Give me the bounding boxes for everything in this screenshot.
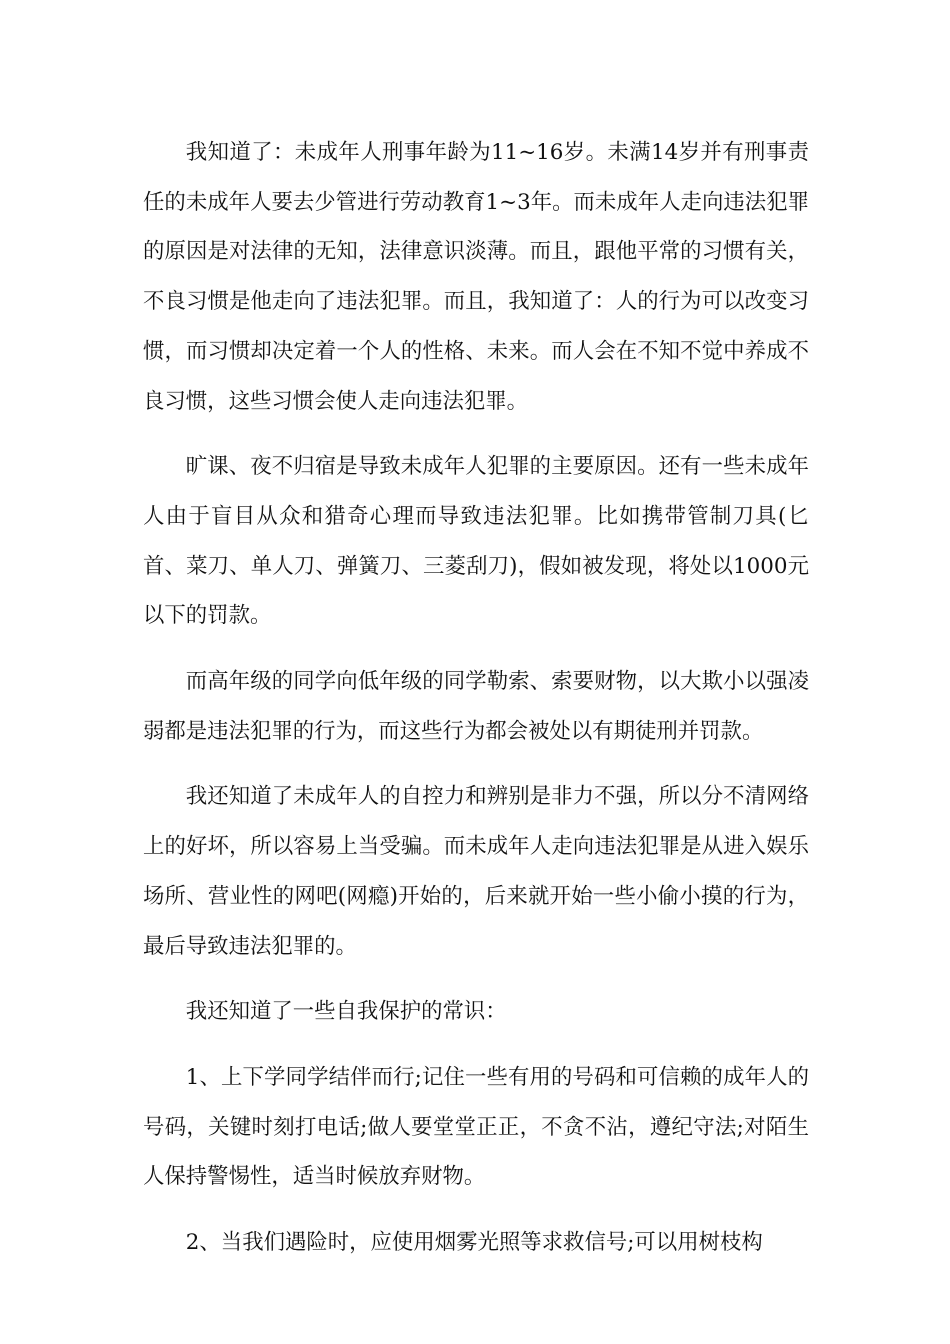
paragraph-self-protection-item-2: 2、当我们遇险时，应使用烟雾光照等求救信号;可以用树枝构: [185, 1230, 763, 1256]
paragraph-extortion-bullying: 而高年级的同学向低年级的同学勒索、索要财物，以大欺小以强凌弱都是违法犯罪的行为，而这些行为都会被处以有期徒刑并罚款。: [143, 669, 809, 744]
paragraph-truancy-and-weapons: 旷课、夜不归宿是导致未成年人犯罪的主要原因。还有一些未成年人由于盲目从众和猎奇心理而导致违法犯罪。比如携带管制刀具(匕首、菜刀、单人刀、弹簧刀、三菱刮刀)，假如被发现，将处以1000元以下的罚款。: [143, 454, 809, 629]
document-body: [143, 128, 809, 1284]
paragraph-self-protection-intro: 我还知道了一些自我保护的常识：: [185, 999, 507, 1025]
paragraph-self-control-internet: 我还知道了未成年人的自控力和辨别是非力不强，所以分不清网络上的好坏，所以容易上当受骗。而未成年人走向违法犯罪是从进入娱乐场所、营业性的网吧(网瘾)开始的，后来就开始一些小偷小摸的行为，最后导致违法犯罪的。: [143, 784, 809, 959]
paragraph-age-of-criminal-responsibility: 我知道了：未成年人刑事年龄为11~16岁。未满14岁并有刑事责任的未成年人要去少管进行劳动教育1~3年。而未成年人走向违法犯罪的原因是对法律的无知，法律意识淡薄。而且，跟他平常的习惯有关，不良习惯是他走向了违法犯罪。而且，我知道了：人的行为可以改变习惯，而习惯却决定着一个人的性格、未来。而人会在不知不觉中养成不良习惯，这些习惯会使人走向违法犯罪。: [143, 140, 809, 414]
paragraph-self-protection-item-1: 1、上下学同学结伴而行;记住一些有用的号码和可信赖的成年人的号码，关键时刻打电话;做人要堂堂正正，不贪不沾，遵纪守法;对陌生人保持警惕性，适当时候放弃财物。: [143, 1064, 809, 1190]
